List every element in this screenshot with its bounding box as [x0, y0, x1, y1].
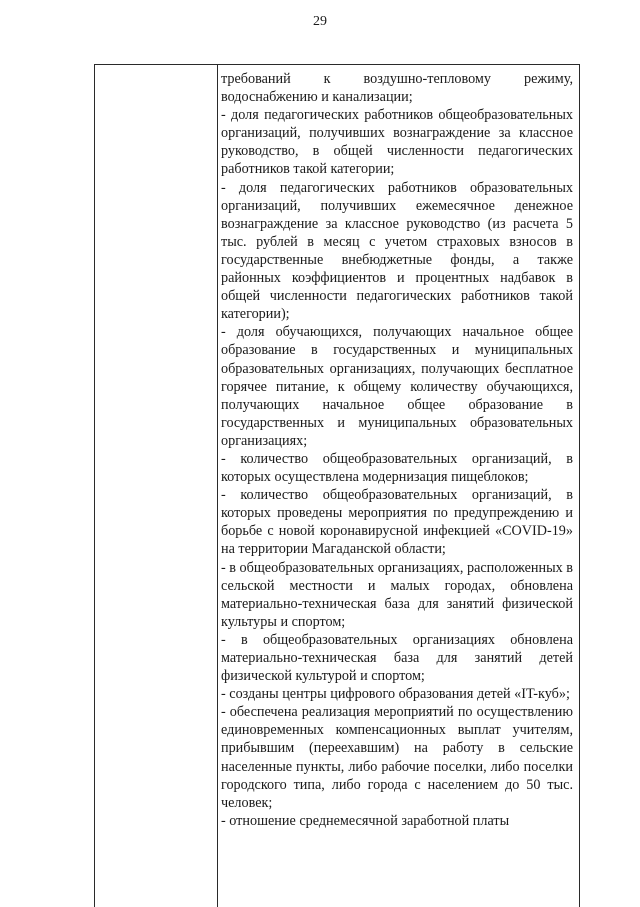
table-right-cell [221, 70, 573, 830]
indicator-item: - доля педагогических работников общеобразовательных организаций, получивших вознаграждение за классное руководство, в общей численности педагогических работников такой категории; [221, 107, 573, 178]
indicator-item: - доля педагогических работников образовательных организаций, получивших ежемесячное денежное вознаграждение за классное руководство (из расчета 5 тыс. рублей в месяц с учетом страховых взносов в государственные внебюджетные фонды, а также районных коэффициентов и процентных надбавок в общей численности педагогических работников такой категории); [221, 179, 573, 323]
indicator-item: - отношение среднемесячной заработной платы [221, 812, 510, 829]
table-left-cell [95, 65, 217, 907]
indicator-table [94, 64, 580, 907]
column-divider [217, 65, 218, 907]
indicator-item: - количество общеобразовательных организаций, в которых проведены мероприятия по предупреждению и борьбе с новой коронавирусной инфекцией «COVID-19» на территории Магаданской области; [221, 487, 573, 558]
indicator-item: требований к воздушно-тепловому режиму, водоснабжению и канализации; [221, 71, 573, 106]
page-number: 29 [313, 14, 327, 29]
indicator-item: - созданы центры цифрового образования детей «IT-куб»; [221, 686, 570, 703]
indicator-item: - в общеобразовательных организациях, расположенных в сельской местности и малых городах, обновлена материально-техническая база для занятий физической культуры и спортом; [221, 559, 573, 630]
indicator-item: - доля обучающихся, получающих начальное общее образование в государственных и муниципальных образовательных организациях, получающих бесплатное горячее питание, к общему количеству обучающихся, получающих начальное общее образование в государственных и муниципальных образовательных организациях; [221, 324, 573, 449]
indicator-item: - количество общеобразовательных организаций, в которых осуществлена модернизация пищеблоков; [221, 450, 573, 486]
indicator-item: - обеспечена реализация мероприятий по осуществлению единовременных компенсационных выплат учителям, прибывшим (переехавшим) на работу в сельские населенные пункты, либо рабочие поселки, либо поселки городского типа, либо города с населением до 50 тыс. человек; [221, 704, 573, 811]
indicator-item: - в общеобразовательных организациях обновлена материально-техническая база для занятий детей физической культурой и спортом; [221, 631, 573, 685]
